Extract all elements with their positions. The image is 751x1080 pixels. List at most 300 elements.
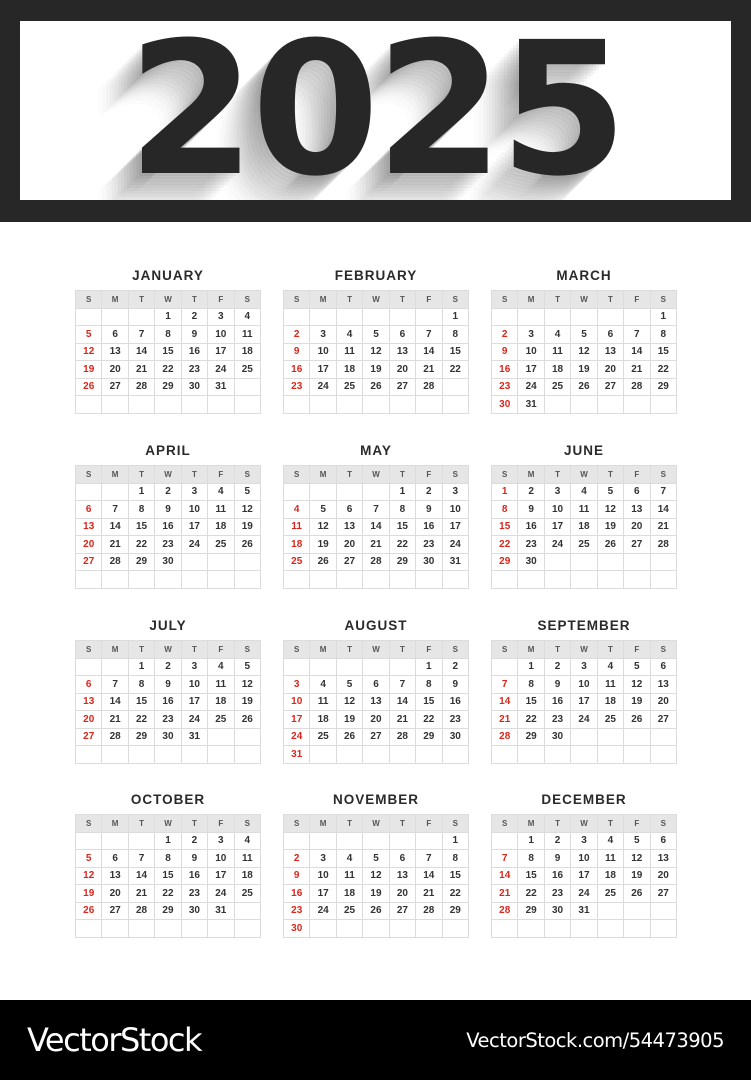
day-cell: 23 bbox=[544, 711, 570, 729]
empty-day-cell bbox=[650, 728, 676, 746]
day-cell: 22 bbox=[416, 711, 442, 729]
day-cell: 19 bbox=[363, 361, 389, 379]
day-cell: 12 bbox=[310, 518, 336, 536]
day-cell: 24 bbox=[181, 711, 207, 729]
weekday-label: S bbox=[650, 641, 676, 659]
empty-day-cell bbox=[650, 571, 676, 589]
weekday-label: W bbox=[363, 466, 389, 484]
week-row bbox=[76, 658, 261, 676]
day-cell: 1 bbox=[518, 658, 544, 676]
month-name: MAY bbox=[360, 443, 392, 458]
empty-day-cell bbox=[128, 746, 154, 764]
week-row bbox=[492, 746, 677, 764]
day-cell: 2 bbox=[544, 658, 570, 676]
day-cell: 4 bbox=[544, 326, 570, 344]
day-cell: 26 bbox=[336, 728, 362, 746]
empty-day-cell bbox=[416, 308, 442, 326]
month-name: FEBRUARY bbox=[334, 268, 418, 283]
day-cell: 5 bbox=[336, 676, 362, 694]
day-cell: 14 bbox=[102, 693, 128, 711]
day-cell: 28 bbox=[128, 902, 154, 920]
week-row bbox=[284, 396, 469, 414]
day-cell: 12 bbox=[363, 343, 389, 361]
weekday-label: F bbox=[208, 815, 234, 833]
month-name: AUGUST bbox=[344, 618, 408, 633]
month-grid bbox=[283, 814, 469, 938]
day-cell: 22 bbox=[155, 885, 181, 903]
month-grid bbox=[491, 814, 677, 938]
day-cell: 7 bbox=[128, 326, 154, 344]
day-cell: 5 bbox=[624, 658, 650, 676]
empty-day-cell bbox=[336, 308, 362, 326]
day-cell: 24 bbox=[208, 885, 234, 903]
empty-day-cell bbox=[416, 832, 442, 850]
weekday-header-row bbox=[492, 641, 677, 659]
day-cell: 8 bbox=[128, 676, 154, 694]
day-cell: 29 bbox=[155, 378, 181, 396]
day-cell: 27 bbox=[336, 553, 362, 571]
empty-day-cell bbox=[597, 746, 623, 764]
day-cell: 25 bbox=[336, 902, 362, 920]
day-cell: 28 bbox=[416, 378, 442, 396]
weekday-label: F bbox=[624, 291, 650, 309]
day-cell: 14 bbox=[363, 518, 389, 536]
month-name: DECEMBER bbox=[541, 792, 627, 807]
empty-day-cell bbox=[416, 396, 442, 414]
week-row bbox=[492, 343, 677, 361]
empty-day-cell bbox=[571, 396, 597, 414]
day-cell: 30 bbox=[155, 553, 181, 571]
day-cell: 2 bbox=[284, 326, 310, 344]
week-row bbox=[284, 902, 469, 920]
empty-day-cell bbox=[624, 571, 650, 589]
day-cell: 1 bbox=[442, 832, 468, 850]
month-name: JULY bbox=[149, 618, 187, 633]
weekday-label: W bbox=[571, 466, 597, 484]
day-cell: 4 bbox=[336, 850, 362, 868]
weekday-label: F bbox=[416, 815, 442, 833]
empty-day-cell bbox=[102, 746, 128, 764]
day-cell: 17 bbox=[208, 343, 234, 361]
empty-day-cell bbox=[181, 571, 207, 589]
day-cell: 26 bbox=[571, 378, 597, 396]
day-cell: 22 bbox=[650, 361, 676, 379]
day-cell: 3 bbox=[208, 308, 234, 326]
empty-day-cell bbox=[544, 571, 570, 589]
weekday-label: T bbox=[389, 641, 415, 659]
day-cell: 24 bbox=[181, 536, 207, 554]
day-cell: 24 bbox=[571, 885, 597, 903]
day-cell: 27 bbox=[102, 378, 128, 396]
week-row bbox=[284, 867, 469, 885]
empty-day-cell bbox=[128, 832, 154, 850]
day-cell: 29 bbox=[389, 553, 415, 571]
day-cell: 21 bbox=[492, 885, 518, 903]
day-cell: 11 bbox=[234, 326, 260, 344]
day-cell: 6 bbox=[76, 676, 102, 694]
day-cell: 4 bbox=[208, 658, 234, 676]
weekday-label: W bbox=[363, 815, 389, 833]
week-row bbox=[492, 326, 677, 344]
day-cell: 30 bbox=[181, 902, 207, 920]
empty-day-cell bbox=[76, 396, 102, 414]
empty-day-cell bbox=[155, 396, 181, 414]
day-cell: 7 bbox=[363, 501, 389, 519]
month-grid bbox=[75, 465, 261, 589]
weekday-label: T bbox=[181, 815, 207, 833]
week-row bbox=[76, 746, 261, 764]
day-cell: 10 bbox=[544, 501, 570, 519]
weekday-label: W bbox=[571, 291, 597, 309]
day-cell: 13 bbox=[336, 518, 362, 536]
day-cell: 24 bbox=[544, 536, 570, 554]
day-cell: 29 bbox=[442, 902, 468, 920]
day-cell: 13 bbox=[102, 867, 128, 885]
day-cell: 6 bbox=[650, 658, 676, 676]
day-cell: 22 bbox=[155, 361, 181, 379]
day-cell: 3 bbox=[310, 326, 336, 344]
day-cell: 2 bbox=[416, 483, 442, 501]
empty-day-cell bbox=[492, 832, 518, 850]
empty-day-cell bbox=[76, 920, 102, 938]
empty-day-cell bbox=[310, 483, 336, 501]
day-cell: 30 bbox=[518, 553, 544, 571]
weekday-label: T bbox=[181, 291, 207, 309]
day-cell: 7 bbox=[102, 676, 128, 694]
weekday-label: S bbox=[650, 815, 676, 833]
week-row bbox=[492, 850, 677, 868]
weekday-label: T bbox=[389, 291, 415, 309]
month-grid bbox=[491, 465, 677, 589]
weekday-header-row bbox=[76, 291, 261, 309]
empty-day-cell bbox=[650, 902, 676, 920]
day-cell: 31 bbox=[518, 396, 544, 414]
day-cell: 8 bbox=[128, 501, 154, 519]
weekday-label: T bbox=[128, 466, 154, 484]
month-grid bbox=[283, 640, 469, 764]
day-cell: 24 bbox=[571, 711, 597, 729]
watermark-url: VectorStock.com/54473905 bbox=[466, 1029, 724, 1052]
month-grid bbox=[75, 290, 261, 414]
day-cell: 20 bbox=[102, 885, 128, 903]
day-cell: 22 bbox=[518, 711, 544, 729]
day-cell: 8 bbox=[442, 850, 468, 868]
weekday-label: M bbox=[518, 466, 544, 484]
day-cell: 30 bbox=[284, 920, 310, 938]
day-cell: 22 bbox=[442, 885, 468, 903]
empty-day-cell bbox=[155, 571, 181, 589]
day-cell: 23 bbox=[181, 885, 207, 903]
day-cell: 16 bbox=[155, 518, 181, 536]
day-cell: 13 bbox=[597, 343, 623, 361]
weekday-label: T bbox=[544, 291, 570, 309]
day-cell: 16 bbox=[518, 518, 544, 536]
empty-day-cell bbox=[128, 571, 154, 589]
empty-day-cell bbox=[363, 571, 389, 589]
day-cell: 25 bbox=[544, 378, 570, 396]
weekday-label: M bbox=[102, 291, 128, 309]
week-row bbox=[284, 361, 469, 379]
week-row bbox=[492, 711, 677, 729]
empty-day-cell bbox=[208, 553, 234, 571]
week-row bbox=[492, 308, 677, 326]
weekday-label: M bbox=[310, 291, 336, 309]
day-cell: 1 bbox=[389, 483, 415, 501]
empty-day-cell bbox=[597, 396, 623, 414]
day-cell: 7 bbox=[492, 850, 518, 868]
empty-day-cell bbox=[492, 658, 518, 676]
day-cell: 2 bbox=[155, 658, 181, 676]
weekday-label: F bbox=[416, 641, 442, 659]
day-cell: 29 bbox=[416, 728, 442, 746]
day-cell: 20 bbox=[650, 693, 676, 711]
empty-day-cell bbox=[336, 396, 362, 414]
day-cell: 11 bbox=[597, 850, 623, 868]
day-cell: 17 bbox=[208, 867, 234, 885]
day-cell: 12 bbox=[234, 676, 260, 694]
day-cell: 12 bbox=[597, 501, 623, 519]
day-cell: 10 bbox=[208, 326, 234, 344]
empty-day-cell bbox=[624, 553, 650, 571]
day-cell: 30 bbox=[155, 728, 181, 746]
day-cell: 28 bbox=[102, 553, 128, 571]
empty-day-cell bbox=[571, 308, 597, 326]
week-row bbox=[76, 361, 261, 379]
day-cell: 16 bbox=[284, 361, 310, 379]
day-cell: 11 bbox=[284, 518, 310, 536]
week-row bbox=[492, 378, 677, 396]
day-cell: 9 bbox=[284, 867, 310, 885]
weekday-label: T bbox=[544, 641, 570, 659]
day-cell: 20 bbox=[76, 536, 102, 554]
day-cell: 26 bbox=[76, 378, 102, 396]
week-row bbox=[76, 518, 261, 536]
day-cell: 18 bbox=[597, 693, 623, 711]
weekday-label: T bbox=[597, 815, 623, 833]
day-cell: 4 bbox=[284, 501, 310, 519]
weekday-label: M bbox=[102, 466, 128, 484]
week-row bbox=[76, 885, 261, 903]
empty-day-cell bbox=[492, 746, 518, 764]
day-cell: 27 bbox=[76, 728, 102, 746]
day-cell: 31 bbox=[208, 902, 234, 920]
day-cell: 8 bbox=[389, 501, 415, 519]
week-row bbox=[492, 832, 677, 850]
day-cell: 4 bbox=[310, 676, 336, 694]
weekday-label: F bbox=[624, 641, 650, 659]
week-row bbox=[492, 676, 677, 694]
weekday-label: F bbox=[624, 815, 650, 833]
day-cell: 4 bbox=[597, 658, 623, 676]
day-cell: 20 bbox=[336, 536, 362, 554]
day-cell: 28 bbox=[492, 902, 518, 920]
weekday-header-row bbox=[492, 466, 677, 484]
day-cell: 10 bbox=[571, 850, 597, 868]
empty-day-cell bbox=[102, 396, 128, 414]
empty-day-cell bbox=[597, 728, 623, 746]
day-cell: 9 bbox=[155, 501, 181, 519]
weekday-label: W bbox=[155, 466, 181, 484]
day-cell: 19 bbox=[336, 711, 362, 729]
day-cell: 19 bbox=[76, 361, 102, 379]
day-cell: 16 bbox=[442, 693, 468, 711]
day-cell: 15 bbox=[518, 867, 544, 885]
weekday-label: S bbox=[234, 815, 260, 833]
week-row bbox=[76, 326, 261, 344]
weekday-label: F bbox=[416, 291, 442, 309]
day-cell: 25 bbox=[310, 728, 336, 746]
empty-day-cell bbox=[284, 308, 310, 326]
empty-day-cell bbox=[416, 920, 442, 938]
empty-day-cell bbox=[76, 658, 102, 676]
day-cell: 1 bbox=[416, 658, 442, 676]
empty-day-cell bbox=[181, 396, 207, 414]
weekday-label: T bbox=[336, 641, 362, 659]
day-cell: 9 bbox=[181, 326, 207, 344]
day-cell: 26 bbox=[76, 902, 102, 920]
day-cell: 8 bbox=[518, 850, 544, 868]
weekday-label: T bbox=[544, 815, 570, 833]
empty-day-cell bbox=[181, 920, 207, 938]
weekday-header-row bbox=[492, 815, 677, 833]
day-cell: 2 bbox=[284, 850, 310, 868]
day-cell: 6 bbox=[336, 501, 362, 519]
empty-day-cell bbox=[442, 746, 468, 764]
day-cell: 20 bbox=[624, 518, 650, 536]
year-title: 2025 bbox=[127, 21, 624, 200]
empty-day-cell bbox=[518, 308, 544, 326]
day-cell: 21 bbox=[102, 536, 128, 554]
day-cell: 2 bbox=[442, 658, 468, 676]
day-cell: 21 bbox=[416, 885, 442, 903]
day-cell: 21 bbox=[128, 885, 154, 903]
empty-day-cell bbox=[102, 308, 128, 326]
empty-day-cell bbox=[102, 832, 128, 850]
week-row bbox=[492, 885, 677, 903]
empty-day-cell bbox=[310, 658, 336, 676]
empty-day-cell bbox=[310, 746, 336, 764]
day-cell: 14 bbox=[416, 343, 442, 361]
empty-day-cell bbox=[571, 746, 597, 764]
empty-day-cell bbox=[181, 553, 207, 571]
week-row bbox=[492, 867, 677, 885]
day-cell: 31 bbox=[284, 746, 310, 764]
day-cell: 16 bbox=[181, 343, 207, 361]
day-cell: 18 bbox=[571, 518, 597, 536]
day-cell: 18 bbox=[284, 536, 310, 554]
day-cell: 6 bbox=[102, 326, 128, 344]
week-row bbox=[492, 483, 677, 501]
day-cell: 9 bbox=[284, 343, 310, 361]
weekday-label: T bbox=[128, 291, 154, 309]
week-row bbox=[284, 658, 469, 676]
week-row bbox=[284, 885, 469, 903]
day-cell: 20 bbox=[597, 361, 623, 379]
day-cell: 11 bbox=[544, 343, 570, 361]
day-cell: 5 bbox=[571, 326, 597, 344]
empty-day-cell bbox=[363, 832, 389, 850]
weekday-header-row bbox=[76, 815, 261, 833]
empty-day-cell bbox=[442, 378, 468, 396]
day-cell: 3 bbox=[310, 850, 336, 868]
weekday-label: S bbox=[234, 641, 260, 659]
empty-day-cell bbox=[624, 920, 650, 938]
day-cell: 22 bbox=[128, 711, 154, 729]
week-row bbox=[76, 902, 261, 920]
day-cell: 25 bbox=[208, 536, 234, 554]
day-cell: 19 bbox=[624, 867, 650, 885]
day-cell: 19 bbox=[597, 518, 623, 536]
day-cell: 22 bbox=[389, 536, 415, 554]
month-name: MARCH bbox=[556, 268, 612, 283]
week-row bbox=[284, 832, 469, 850]
week-row bbox=[76, 832, 261, 850]
empty-day-cell bbox=[234, 902, 260, 920]
day-cell: 17 bbox=[310, 885, 336, 903]
weekday-header-row bbox=[284, 815, 469, 833]
day-cell: 20 bbox=[102, 361, 128, 379]
week-row bbox=[76, 378, 261, 396]
weekday-label: T bbox=[597, 291, 623, 309]
empty-day-cell bbox=[336, 746, 362, 764]
day-cell: 12 bbox=[571, 343, 597, 361]
week-row bbox=[76, 850, 261, 868]
weekday-label: M bbox=[518, 815, 544, 833]
weekday-label: T bbox=[128, 641, 154, 659]
day-cell: 17 bbox=[571, 867, 597, 885]
day-cell: 11 bbox=[208, 501, 234, 519]
weekday-label: F bbox=[208, 291, 234, 309]
weekday-header-row bbox=[76, 641, 261, 659]
week-row bbox=[76, 308, 261, 326]
day-cell: 19 bbox=[76, 885, 102, 903]
day-cell: 27 bbox=[389, 902, 415, 920]
empty-day-cell bbox=[544, 920, 570, 938]
empty-day-cell bbox=[208, 571, 234, 589]
day-cell: 21 bbox=[624, 361, 650, 379]
day-cell: 13 bbox=[76, 693, 102, 711]
day-cell: 21 bbox=[102, 711, 128, 729]
day-cell: 23 bbox=[284, 902, 310, 920]
week-row bbox=[492, 658, 677, 676]
empty-day-cell bbox=[363, 396, 389, 414]
day-cell: 15 bbox=[128, 518, 154, 536]
empty-day-cell bbox=[310, 832, 336, 850]
day-cell: 5 bbox=[597, 483, 623, 501]
weekday-label: S bbox=[442, 291, 468, 309]
day-cell: 19 bbox=[234, 518, 260, 536]
day-cell: 18 bbox=[234, 867, 260, 885]
day-cell: 21 bbox=[416, 361, 442, 379]
weekday-label: F bbox=[416, 466, 442, 484]
empty-day-cell bbox=[234, 746, 260, 764]
day-cell: 30 bbox=[442, 728, 468, 746]
day-cell: 14 bbox=[128, 343, 154, 361]
empty-day-cell bbox=[336, 483, 362, 501]
weekday-label: S bbox=[234, 466, 260, 484]
empty-day-cell bbox=[310, 396, 336, 414]
day-cell: 20 bbox=[389, 361, 415, 379]
day-cell: 26 bbox=[624, 885, 650, 903]
day-cell: 2 bbox=[181, 832, 207, 850]
day-cell: 1 bbox=[155, 832, 181, 850]
day-cell: 27 bbox=[624, 536, 650, 554]
weekday-label: S bbox=[284, 641, 310, 659]
day-cell: 16 bbox=[155, 693, 181, 711]
day-cell: 25 bbox=[234, 885, 260, 903]
empty-day-cell bbox=[284, 483, 310, 501]
empty-day-cell bbox=[389, 746, 415, 764]
